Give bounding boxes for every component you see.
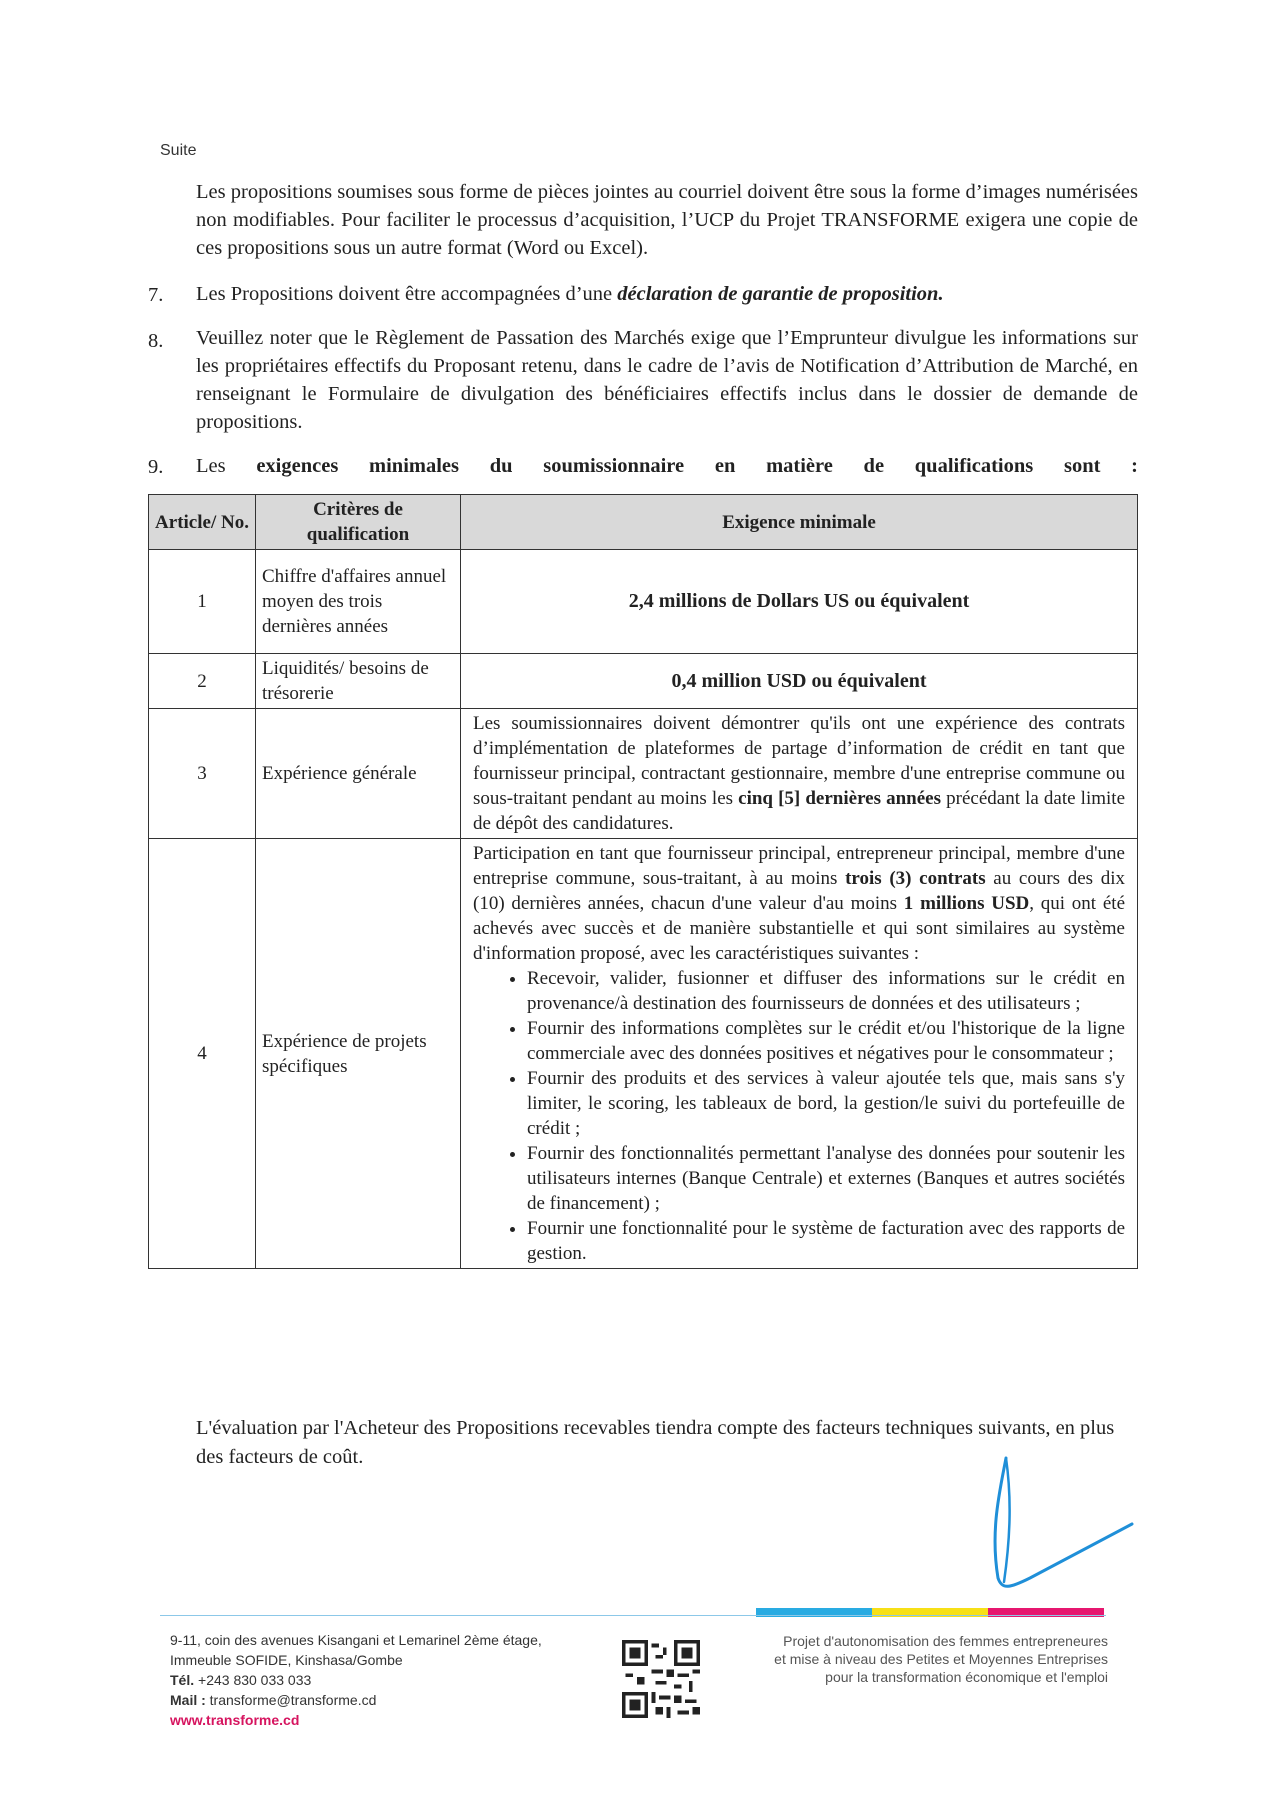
intro-paragraph: Les propositions soumises sous forme de pièces jointes au courriel doivent être sous la forme d’images numérisées non modifiables. Pour faciliter le processus d’acquisition, l’UCP du Projet TRANSFORME exigera une copie de ces propositions sous un autre format (Word ou Excel). <box>196 181 1138 259</box>
header-requirement: Exigence minimale <box>461 495 1138 550</box>
list-item: • Fournir une fonctionnalité pour le système de facturation avec des rapports de gestion. <box>527 1216 1125 1266</box>
row-4-criteria: Expérience de projets spécifiques <box>256 839 461 1269</box>
phone-line <box>170 1670 542 1690</box>
phone-number: +243 830 033 033 <box>194 1672 312 1688</box>
table-header-row <box>149 495 1138 550</box>
row-1-criteria: Chiffre d'affaires annuel moyen des trois dernières années <box>256 550 461 654</box>
item-7-text <box>196 280 1138 308</box>
row-4-intro <box>473 841 1125 966</box>
row-4-req-c: au cours des dix (10) dernières années, chacun d'une valeur d'au moins <box>473 868 1125 914</box>
row-3-no: 3 <box>149 709 256 839</box>
row-3-requirement <box>461 709 1138 839</box>
row-3-req-c: précédant la date limite de dépôt des candidatures. <box>473 788 1125 834</box>
table-row <box>149 550 1138 654</box>
row-4-requirement <box>461 839 1138 1269</box>
mail-address: transforme@transforme.cd <box>205 1692 377 1708</box>
project-line-2: et mise à niveau des Petites et Moyennes Entreprises <box>774 1651 1108 1667</box>
table-row <box>149 654 1138 709</box>
project-line-1: Projet d'autonomisation des femmes entrepreneures <box>783 1633 1108 1649</box>
list-item: • Fournir des informations complètes sur le crédit et/ou l'historique de la ligne commerciale avec des données positives et négatives pour le consommateur ; <box>527 1016 1125 1066</box>
row-3-req-a: Les soumissionnaires doivent démontrer qu'ils ont une expérience des contrats d’implémentation de plateformes de partage d’information de crédit en tant que fournisseur principal, contractant gestionnaire, membre d'une entreprise commune ou sous-traitant pendant au moins les <box>473 713 1125 809</box>
website-link[interactable]: www.transforme.cd <box>170 1712 300 1728</box>
qr-code-icon <box>622 1640 700 1718</box>
row-2-criteria: Liquidités/ besoins de trésorerie <box>256 654 461 709</box>
item-9-lead: Les <box>196 455 257 477</box>
row-4-req-e: , qui ont été achevés avec succès et de manière substantielle et qui sont similaires au système d'information proposé, avec les caractéristiques suivantes : <box>473 893 1125 964</box>
header-criteria: Critères de qualification <box>256 495 461 550</box>
item-9-bold: exigences minimales du soumissionnaire en matière de qualifications sont <box>256 455 1101 477</box>
project-description <box>740 1632 1108 1686</box>
row-3-criteria: Expérience générale <box>256 709 461 839</box>
mail-line <box>170 1690 542 1710</box>
table-row <box>149 839 1138 1269</box>
closing-paragraph: L'évaluation par l'Acheteur des Propositions recevables tiendra compte des facteurs techniques suivants, en plus des facteurs de coût. <box>196 1417 1115 1468</box>
item-9-number: 9. <box>148 456 164 478</box>
address-line-2: Immeuble SOFIDE, Kinshasa/Gombe <box>170 1652 403 1668</box>
row-1-no: 1 <box>149 550 256 654</box>
row-3-req-b: cinq [5] dernières années <box>738 788 942 809</box>
item-9-text <box>196 452 1138 480</box>
continuation-label: Suite <box>160 142 197 159</box>
row-4-req-d: 1 millions USD <box>903 893 1030 914</box>
address-line-1: 9-11, coin des avenues Kisangani et Lemarinel 2ème étage, <box>170 1632 542 1648</box>
row-4-req-b: trois (3) contrats <box>845 868 986 889</box>
footer-divider <box>160 1615 1106 1616</box>
footer-contact <box>170 1630 542 1730</box>
item-7-lead: Les Propositions doivent être accompagnées d’une <box>196 283 618 305</box>
row-2-no: 2 <box>149 654 256 709</box>
qualification-requirements-table <box>148 494 1138 1269</box>
item-8-text: Veuillez noter que le Règlement de Passation des Marchés exige que l’Emprunteur divulgue les informations sur les propriétaires effectifs du Proposant retenu, dans le cadre de l’avis de Notification d’Attribution de Marché, en renseignant le Formulaire de divulgation des bénéficiaires effectifs inclus dans le dossier de demande de propositions. <box>196 327 1138 433</box>
list-item: • Fournir des produits et des services à valeur ajoutée tels que, mais sans s'y limiter, le scoring, les tableaux de bord, la gestion/le suivi du portefeuille de crédit ; <box>527 1066 1125 1141</box>
mail-label: Mail : <box>170 1692 206 1708</box>
row-2-requirement: 0,4 million USD ou équivalent <box>461 654 1138 709</box>
header-article: Article/ No. <box>149 495 256 550</box>
item-7-number: 7. <box>148 284 164 306</box>
list-item: • Recevoir, valider, fusionner et diffuser des informations sur le crédit en provenance/à destination des fournisseurs de données et des utilisateurs ; <box>527 966 1125 1016</box>
table-row <box>149 709 1138 839</box>
row-1-requirement: 2,4 millions de Dollars US ou équivalent <box>461 550 1138 654</box>
item-8-number: 8. <box>148 330 164 352</box>
row-4-bullet-list <box>473 966 1125 1266</box>
phone-label: Tél. <box>170 1672 195 1688</box>
item-7-emphasis: déclaration de garantie de proposition. <box>617 283 944 305</box>
project-line-3: pour la transformation économique et l'emploi <box>825 1669 1108 1685</box>
handwritten-signature <box>960 1450 1140 1600</box>
list-item: • Fournir des fonctionnalités permettant l'analyse des données pour soutenir les utilisateurs internes (Banque Centrale) et externes (Banques et autres sociétés de financement) ; <box>527 1141 1125 1216</box>
row-4-no: 4 <box>149 839 256 1269</box>
item-9-tail: : <box>1131 455 1138 477</box>
row-4-req-a: Participation en tant que fournisseur principal, entrepreneur principal, membre d'une entreprise commune, sous-traitant, à au moins <box>473 843 1125 889</box>
